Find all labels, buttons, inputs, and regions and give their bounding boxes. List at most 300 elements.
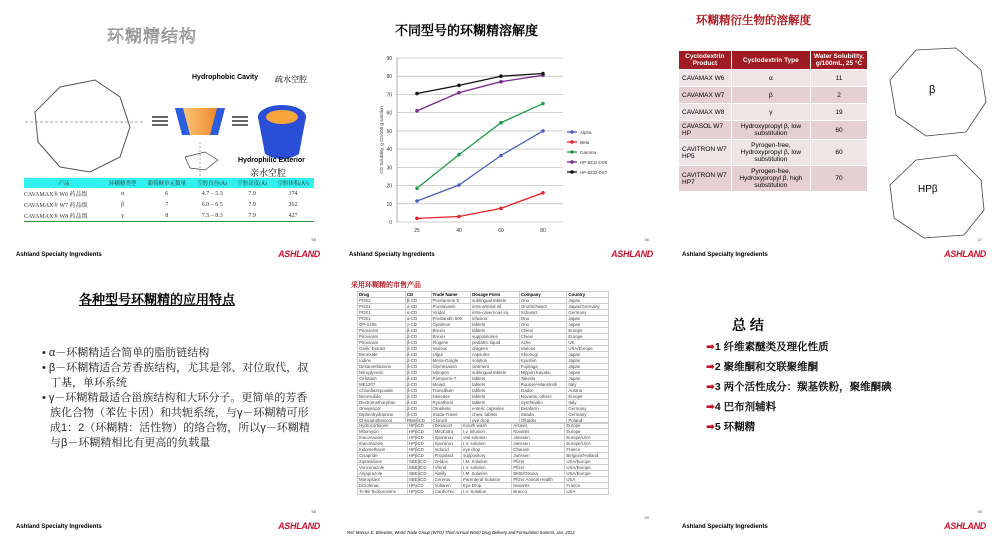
table-cell: Ono: [519, 316, 567, 322]
bullet-item: • β－环糊精适合芳香族结构，尤其是邻、对位取代，叔丁基，单环系统: [42, 362, 309, 389]
table-cell: Austria: [567, 388, 609, 394]
table-cell: tablets: [471, 328, 520, 334]
table-cell: Japan: [567, 376, 609, 382]
table-cell: I.v. infusion: [462, 429, 512, 435]
footer-text: Ashland Specialty Ingredients: [682, 252, 768, 258]
table-cell: Cisapride: [358, 453, 408, 459]
table-cell: Ziprasidone: [358, 459, 408, 465]
cyclodextrin-properties-table: [24, 178, 314, 222]
table-cell: Voltaren: [433, 483, 461, 489]
column-header: Drug: [358, 292, 406, 298]
table-cell: Indocid: [433, 447, 461, 453]
table-cell: chew. tablets: [471, 412, 520, 418]
table-row: [24, 199, 314, 210]
table-cell: suppositories: [471, 334, 520, 340]
series-line: [417, 131, 543, 201]
data-point: [541, 191, 545, 195]
table-cell: Japan: [567, 352, 609, 358]
x-tick-label: 80: [540, 228, 546, 234]
table-cell: PGE1: [358, 310, 406, 316]
column-header: 空腔体积(Å³): [272, 178, 314, 188]
beta-cyclodextrin-diagram: [876, 40, 994, 240]
table-cell: Actavis: [512, 423, 565, 429]
ashland-logo: ASHLAND: [278, 249, 320, 259]
item-text: 聚维酮和交联聚维酮: [723, 361, 819, 373]
table-cell: PGE1: [358, 316, 406, 322]
ashland-logo: ASHLAND: [944, 521, 986, 531]
table-row: [24, 210, 314, 222]
marketed-products-table: [357, 291, 609, 424]
item-number: 5: [714, 421, 724, 433]
ashland-logo: ASHLAND: [944, 249, 986, 259]
slide-60: [668, 274, 996, 540]
footer-text: Ashland Specialty Ingredients: [682, 524, 768, 530]
legend-marker: [570, 170, 574, 174]
table-cell: Dextromethorphan: [358, 400, 406, 406]
table-cell: intra-cavernous inj.: [471, 310, 520, 316]
table-header-row: [679, 51, 868, 70]
legend-marker: [570, 160, 574, 164]
table-cell: Janssen: [512, 435, 565, 441]
data-point: [499, 207, 503, 211]
table-cell: Pfizer Animal Health: [512, 477, 565, 483]
table-cell: β-CD: [405, 364, 431, 370]
table-cell: HPβCD: [407, 453, 433, 459]
table-cell: β: [731, 87, 810, 104]
summary-item: [706, 397, 892, 417]
table-cell: HPβCD: [407, 441, 433, 447]
item-text: 两个活性成分：羰基铁粉，聚维酮碘: [723, 381, 892, 393]
table-cell: 7.5 – 8.3: [201, 212, 223, 219]
table-cell: Roussel-Maestrelli: [519, 382, 567, 388]
table-cell: Strada: [519, 412, 567, 418]
hydrophilic-exterior-label: Hydrophilic Exterior: [238, 157, 305, 164]
table-cell: OP-1206: [358, 322, 406, 328]
table-cell: Novartis: [512, 429, 565, 435]
legend-marker: [570, 130, 574, 134]
red-arrow-icon: ➡: [706, 421, 715, 433]
table-cell: β-CD: [405, 400, 431, 406]
table-cell: SBEβCD: [407, 477, 433, 483]
table-cell: Dexamethasone: [358, 364, 406, 370]
data-point: [499, 74, 503, 78]
bullet-text: α－环糊精适合简单的脂肪链结构: [48, 347, 210, 359]
summary-item: [706, 377, 892, 397]
table-cell: Oftalder: [519, 418, 567, 424]
table-cell: 6.0 – 6.5: [201, 201, 223, 208]
table-cell: tablets: [471, 382, 520, 388]
table-cell: β: [121, 201, 125, 208]
table-cell: Hydrocortisone: [358, 423, 408, 429]
table-cell: Viridal: [431, 310, 471, 316]
marketed-products-table-2: [357, 422, 609, 495]
bullet-list: [42, 346, 312, 451]
slide-title: 环糊精结构: [107, 27, 197, 46]
column-header: 环糊精类型: [104, 178, 141, 188]
beta-label: β: [929, 84, 936, 96]
y-tick-label: 70: [386, 92, 392, 99]
table-cell: β-CD: [405, 388, 431, 394]
table-cell: Flogene: [431, 340, 471, 346]
page-number: 56: [644, 237, 649, 242]
table-cell: I.M. Solution: [462, 459, 512, 465]
hydrophilic-exterior-cn-label: 亲水空腔: [250, 168, 287, 178]
table-cell: HPγCD: [407, 483, 433, 489]
table-cell: Glymesason: [431, 364, 471, 370]
table-cell: Europe/USA: [565, 435, 609, 441]
table-cell: β-CD: [405, 394, 431, 400]
table-cell: Poland: [567, 418, 609, 424]
table-cell: Synthelabo: [519, 400, 567, 406]
data-point: [499, 121, 503, 125]
table-cell: tablets: [471, 388, 520, 394]
table-cell: Opalmon: [431, 322, 471, 328]
x-tick-label: 60: [498, 228, 504, 234]
table-cell: Novartis: [512, 483, 565, 489]
table-cell: Pfizer: [512, 465, 565, 471]
table-cell: RMeβCD: [405, 418, 431, 424]
table-cell: Nitropen: [431, 370, 471, 376]
column-header: Trade Name: [431, 292, 471, 298]
table-cell: 262: [288, 201, 298, 208]
legend-label: Alpha: [580, 130, 592, 135]
table-row: [24, 188, 314, 199]
table-cell: Various: [519, 346, 567, 352]
red-arrow-icon: ➡: [706, 401, 715, 413]
slide-title: 各种型号环糊精的应用特点: [79, 292, 236, 307]
table-cell: dragees: [471, 346, 520, 352]
table-cell: α-CD: [405, 316, 431, 322]
table-cell: Mena-Gargle: [431, 358, 471, 364]
table-cell: Itraconazole: [358, 435, 408, 441]
table-cell: β-CD: [405, 334, 431, 340]
table-cell: Brexin: [431, 328, 471, 334]
table-cell: α: [731, 70, 810, 87]
slide-title: 不同型号的环糊精溶解度: [395, 23, 539, 38]
table-cell: Stada-Travel: [431, 412, 471, 418]
table-cell: γ-CD: [405, 322, 431, 328]
table-cell: tablets: [471, 376, 520, 382]
y-tick-label: 0: [389, 220, 392, 226]
table-cell: Janssen: [512, 441, 565, 447]
column-header: Water Solubility, g/100mL, 25 °C: [811, 51, 868, 70]
table-cell: Prostarmon E: [431, 298, 471, 304]
series-line: [417, 193, 543, 219]
table-cell: Novartis, others: [519, 394, 567, 400]
table-row: [679, 87, 868, 104]
table-cell: HPβCD: [407, 423, 433, 429]
table-cell: Ulgut: [431, 352, 471, 358]
table-cell: France: [565, 447, 609, 453]
data-point: [499, 154, 503, 158]
table-cell: ME1207: [358, 382, 406, 388]
table-cell: Bracco: [512, 489, 565, 495]
data-point: [457, 84, 461, 88]
table-cell: α-CD: [405, 304, 431, 310]
table-cell: UK: [567, 340, 609, 346]
table-cell: PGE1: [358, 304, 406, 310]
table-cell: Italy: [567, 382, 609, 388]
table-cell: Cefotiam: [358, 376, 406, 382]
table-cell: capsules: [471, 352, 520, 358]
table-cell: Indomethacin: [358, 447, 408, 453]
table-cell: Chloramphenicol: [358, 418, 406, 424]
table-cell: 19: [811, 104, 868, 121]
y-tick-label: 40: [386, 147, 392, 154]
table-cell: Dexacort: [433, 423, 461, 429]
slide-title: 采用环糊精的市售产品: [351, 282, 421, 289]
data-point: [541, 102, 545, 106]
table-cell: 7: [165, 201, 169, 208]
table-row: [679, 104, 868, 121]
data-point: [457, 183, 461, 187]
table-cell: 11: [811, 70, 868, 87]
table-cell: tablets: [471, 322, 520, 328]
page-number: 59: [644, 515, 649, 520]
table-cell: Parenteral Solution: [462, 477, 512, 483]
data-point: [457, 91, 461, 95]
table-cell: β-CD: [405, 346, 431, 352]
table-cell: α: [121, 190, 125, 197]
slide-58: [2, 274, 330, 540]
table-cell: Eye Drop: [462, 483, 512, 489]
table-row: [358, 400, 609, 406]
footer-text: Ashland Specialty Ingredients: [349, 252, 435, 258]
table-cell: SBEβCD: [407, 459, 433, 465]
item-number: 1: [714, 341, 724, 353]
slide-59: [335, 274, 663, 540]
data-point: [457, 215, 461, 219]
table-cell: HPβCD: [407, 447, 433, 453]
data-point: [541, 72, 545, 76]
table-row: [358, 489, 609, 495]
summary-item: [706, 337, 892, 357]
table-cell: 7.9: [248, 190, 256, 197]
column-header: CD: [405, 292, 431, 298]
table-cell: Nitroglycerin: [358, 370, 406, 376]
table-cell: 8: [165, 212, 169, 219]
table-cell: Europe: [567, 334, 609, 340]
bullet-text: β－环糊精适合芳香族结构，尤其是邻、对位取代，叔丁基，单环系统: [48, 362, 309, 389]
table-cell: 60: [811, 121, 868, 140]
table-cell: Nimesulide: [358, 394, 406, 400]
table-cell: CardioTec: [433, 489, 461, 495]
table-cell: Vfend: [433, 465, 461, 471]
table-cell: Propulsid: [433, 453, 461, 459]
table-cell: Kyushin: [519, 358, 567, 364]
table-cell: France: [565, 483, 609, 489]
table-cell: β-CD: [405, 370, 431, 376]
table-cell: 7.9: [248, 212, 256, 219]
series-line: [417, 104, 543, 189]
data-point: [415, 199, 419, 203]
table-cell: Ono: [519, 322, 567, 328]
legend-label: Beta: [580, 140, 590, 145]
table-cell: SBEβCD: [407, 465, 433, 471]
footer-text: Ashland Specialty Ingredients: [16, 524, 102, 530]
table-cell: I.V. solution: [462, 441, 512, 447]
hydrophobic-cavity-label: Hydrophobic Cavity: [192, 74, 259, 81]
table-cell: tablets: [471, 400, 520, 406]
slide-57: [668, 2, 996, 268]
table-cell: USA/Europe: [565, 471, 609, 477]
table-cell: Voriconazole: [358, 465, 408, 471]
footer-text: Ashland Specialty Ingredients: [16, 252, 102, 258]
table-cell: PGE2: [358, 298, 406, 304]
table-cell: USA/Europe: [567, 346, 609, 352]
table-cell: α-CD: [405, 310, 431, 316]
table-cell: Europe: [567, 328, 609, 334]
table-cell: β-CD: [405, 352, 431, 358]
table-cell: Sporanox: [433, 435, 461, 441]
y-axis-label: CD Solubility, g CD/100 g solution: [379, 106, 384, 174]
y-tick-label: 20: [386, 183, 392, 190]
table-cell: USA: [565, 489, 609, 495]
data-point: [541, 129, 545, 133]
table-cell: Germany: [567, 310, 609, 316]
table-cell: 174: [288, 190, 298, 197]
table-header-row: [24, 178, 314, 188]
reference-text: Ref: Marcus E. Brewster, World Trade Group (WTG) Third Annual World Drug Delivery and Formulation Summit, Jan. 2012: [347, 530, 575, 535]
column-header: 空腔直径(Å): [192, 178, 232, 188]
table-cell: β-CD: [405, 376, 431, 382]
table-cell: β-CD: [405, 406, 431, 412]
table-cell: Chlordiazepoxide: [358, 388, 406, 394]
table-cell: solution: [471, 358, 520, 364]
table-cell: Nippon Kayaku: [519, 370, 567, 376]
table-cell: 4.7 – 5.3: [201, 190, 223, 197]
data-point: [415, 92, 419, 96]
slide-55: [2, 2, 330, 268]
table-cell: Japan: [567, 364, 609, 370]
table-cell: Italy: [567, 400, 609, 406]
data-point: [415, 186, 419, 190]
table-cell: Germany: [567, 406, 609, 412]
item-text: 巴布剂辅料: [723, 401, 777, 413]
table-cell: CAVITRON W7 HP5: [679, 140, 732, 166]
table-cell: CAVAMAX W6: [679, 70, 732, 87]
y-tick-label: 10: [386, 201, 392, 208]
table-cell: Garlic Extract: [358, 346, 406, 352]
table-cell: Aripiprazole: [358, 471, 408, 477]
slide-title: 环糊精衍生物的溶解度: [696, 15, 811, 27]
table-cell: mouth-wash: [462, 423, 512, 429]
bullet-item: • α－环糊精适合简单的脂肪链结构: [42, 347, 210, 359]
table-cell: Benexate: [358, 352, 406, 358]
table-cell: β-CD: [405, 382, 431, 388]
table-cell: Rynathisol: [431, 400, 471, 406]
table-cell: Omeprazol: [358, 406, 406, 412]
table-cell: pediatric liquid: [471, 340, 520, 346]
table-cell: Ono: [519, 298, 567, 304]
column-header: Cyclodextrin Type: [731, 51, 810, 70]
red-arrow-icon: ➡: [706, 381, 715, 393]
table-cell: CAVAMAX® W8 药品级: [24, 214, 88, 220]
table-cell: CAVAMAX® W6 药品级: [24, 192, 88, 198]
table-cell: CAVAMAX W7: [679, 87, 732, 104]
table-cell: Mitomycin: [358, 429, 408, 435]
table-row: [679, 121, 868, 140]
table-cell: Piroxicam: [358, 328, 406, 334]
table-cell: Chiesi: [519, 334, 567, 340]
table-cell: eye drop: [471, 418, 520, 424]
column-header: Company: [519, 292, 567, 298]
legend-marker: [570, 140, 574, 144]
summary-item: [706, 417, 892, 437]
column-header: Country: [567, 292, 609, 298]
y-tick-label: 90: [386, 56, 392, 62]
table-cell: 70: [811, 166, 868, 192]
y-tick-label: 80: [386, 74, 392, 81]
y-tick-label: 30: [386, 165, 392, 172]
red-arrow-icon: ➡: [706, 341, 715, 353]
bullet-text: γ－环糊精最适合甾族结构和大环分子。更简单的芳香族化合物（苯佐卡因）和共轭系统，与γ－环糊精可形成1：2（环糊精：活性物）的络合物，所以γ－环糊精与β－环糊精相比有更高的负载量: [48, 392, 310, 449]
page-number: 55: [311, 237, 316, 242]
table-cell: Various: [431, 346, 471, 352]
table-cell: eye drop: [462, 447, 512, 453]
table-cell: 427: [288, 212, 298, 219]
table-cell: infusion: [471, 316, 520, 322]
table-cell: Piroxicam: [358, 340, 406, 346]
table-cell: Tc-99 Teoboroxime: [358, 489, 408, 495]
table-cell: β-CD: [405, 358, 431, 364]
data-point: [415, 217, 419, 221]
table-cell: Europe: [567, 394, 609, 400]
bullet-item: • γ－环糊精最适合甾族结构和大环分子。更简单的芳香族化合物（苯佐卡因）和共轭系统，与γ－环糊精可形成1：2（环糊精：活性物）的络合物，所以γ－环糊精与β－环糊精相比有更高的负载量: [42, 392, 310, 449]
table-cell: BMS/Otsuka: [512, 471, 565, 477]
table-cell: Prostavasin: [431, 304, 471, 310]
table-cell: Pyrogen-free, Hydroxypropyl β, high substitution: [731, 166, 810, 192]
item-text: 纤维素醚类及理化性质: [723, 341, 829, 353]
table-cell: β-CD: [405, 340, 431, 346]
table-cell: enteric capsules: [471, 406, 520, 412]
table-cell: γ: [731, 104, 810, 121]
hp-beta-label: HPβ: [918, 184, 938, 195]
table-cell: Maropitant: [358, 477, 408, 483]
table-cell: Prostandin 500: [431, 316, 471, 322]
table-cell: I.V. Solution: [462, 489, 512, 495]
table-cell: Germany: [567, 412, 609, 418]
table-cell: Brexin: [431, 334, 471, 340]
table-cell: tablets: [471, 394, 520, 400]
table-cell: Belgium/Holland: [565, 453, 609, 459]
table-cell: HPγCD: [407, 489, 433, 495]
summary-item: [706, 357, 892, 377]
ashland-logo: ASHLAND: [611, 249, 653, 259]
table-cell: Japan/Germany: [567, 304, 609, 310]
column-header: Dosage Form: [471, 292, 520, 298]
table-cell: Schwarz: [519, 310, 567, 316]
x-tick-label: 25: [414, 228, 420, 234]
derivative-solubility-table: [678, 50, 868, 192]
table-cell: sublingual tablets: [471, 370, 520, 376]
table-row: [679, 70, 868, 87]
data-point: [457, 153, 461, 157]
solubility-line-chart: [335, 2, 663, 268]
table-cell: Japan: [567, 322, 609, 328]
table-cell: Pansporin-T: [431, 376, 471, 382]
table-cell: MitoExtra: [433, 429, 461, 435]
table-cell: USA/Europe: [565, 465, 609, 471]
column-header: 空腔高度(Å): [232, 178, 272, 188]
table-cell: Takeda: [519, 376, 567, 382]
table-cell: USA: [565, 477, 609, 483]
table-cell: Iodine: [358, 358, 406, 364]
table-cell: 7.9: [248, 201, 256, 208]
legend-label: HP-BCD DS5: [580, 160, 608, 165]
page-number: 57: [977, 237, 982, 242]
table-cell: Meiact: [431, 382, 471, 388]
